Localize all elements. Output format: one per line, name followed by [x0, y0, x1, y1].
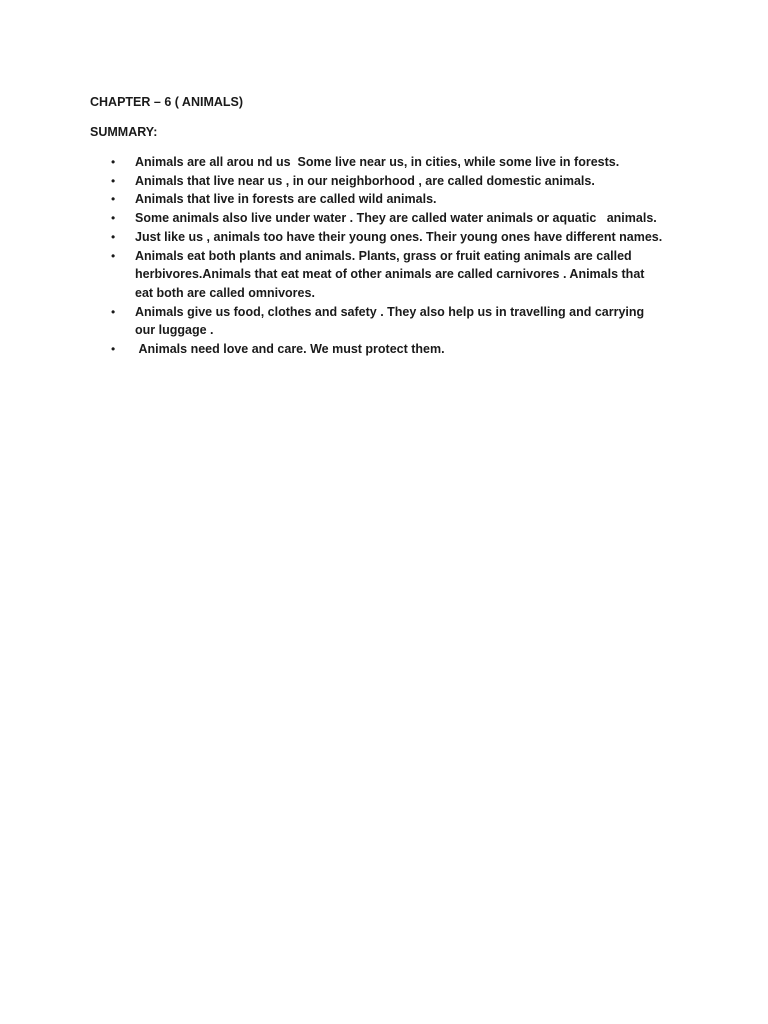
- list-item: [90, 190, 665, 209]
- list-item: [90, 172, 665, 191]
- document-body: [90, 94, 670, 359]
- chapter-title: CHAPTER – 6 ( ANIMALS): [90, 95, 244, 109]
- bullet-icon: •: [111, 342, 116, 357]
- list-item: [90, 303, 665, 340]
- list-item: [90, 228, 665, 247]
- list-item: [90, 153, 665, 172]
- list-item: [90, 340, 665, 359]
- bullet-icon: •: [111, 192, 116, 207]
- list-item-text: Just like us , animals too have their young ones. Their young ones have different names.: [135, 229, 663, 244]
- list-item-text: Animals eat both plants and animals. Plants, grass or fruit eating animals are called herbivores.Animals that eat meat of other animals are called carnivores . Animals that eat both are called omnivores.: [135, 248, 648, 300]
- bullet-icon: •: [111, 229, 116, 244]
- list-item-text: Animals that live near us , in our neighborhood , are called domestic animals.: [135, 173, 595, 188]
- summary-heading: SUMMARY:: [90, 125, 158, 139]
- bullet-icon: •: [111, 248, 116, 263]
- list-item-text: Animals need love and care. We must protect them.: [135, 342, 445, 357]
- list-item-text: Animals that live in forests are called wild animals.: [135, 192, 437, 207]
- list-item-text: Animals give us food, clothes and safety . They also help us in travelling and carrying our luggage .: [135, 304, 648, 338]
- bullet-icon: •: [111, 211, 116, 226]
- list-item-text: Animals are all arou nd us Some live near us, in cities, while some live in forests.: [135, 155, 620, 169]
- list-item: [90, 247, 665, 303]
- summary-list: [90, 153, 670, 359]
- bullet-icon: •: [111, 155, 116, 169]
- list-item-text: Some animals also live under water . They are called water animals or aquatic animals.: [135, 211, 657, 226]
- list-item: [90, 209, 665, 228]
- bullet-icon: •: [111, 173, 116, 188]
- bullet-icon: •: [111, 304, 116, 319]
